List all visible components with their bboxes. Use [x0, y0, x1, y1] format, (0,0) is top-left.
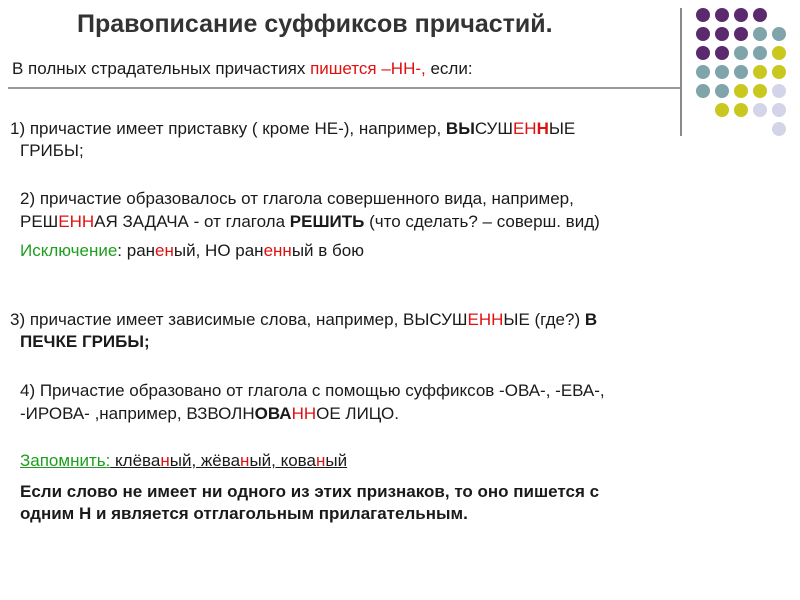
- intro-text: В полных страдательных причастиях пишется –НН-, если:: [12, 59, 473, 78]
- decor-dot: [753, 84, 767, 98]
- rule-3-line-1: 3) причастие имеет зависимые слова, например, ВЫСУШЕННЫЕ (где?) В: [10, 310, 598, 329]
- decor-dot: [696, 46, 710, 60]
- decor-dot: [715, 46, 729, 60]
- decor-dot: [753, 46, 767, 60]
- decor-dot: [772, 103, 786, 117]
- decor-dot: [772, 65, 786, 79]
- decor-dot: [772, 122, 786, 136]
- decor-dot: [772, 27, 786, 41]
- rule-2-line-2: РЕШЕННАЯ ЗАДАЧА - от глагола РЕШИТЬ (что сделать? – соверш. вид): [20, 212, 600, 231]
- decor-dot: [753, 27, 767, 41]
- conclusion-line-1: Если слово не имеет ни одного из этих признаков, то оно пишется с: [20, 482, 600, 501]
- decor-dot: [734, 27, 748, 41]
- decor-dot: [715, 65, 729, 79]
- decor-dot: [772, 84, 786, 98]
- decor-dot: [753, 103, 767, 117]
- vertical-divider: [680, 8, 682, 136]
- decor-dot: [734, 65, 748, 79]
- horizontal-divider: [8, 87, 680, 89]
- exception-text: Исключение: раненый, НО раненный в бою: [20, 241, 364, 260]
- decor-dot: [715, 84, 729, 98]
- rule-2-line-1: 2) причастие образовалось от глагола совершенного вида, например,: [20, 189, 574, 208]
- rule-4-line-2: -ИРОВА- ,например, ВЗВОЛНОВАННОЕ ЛИЦО.: [20, 404, 399, 423]
- decor-dot: [734, 46, 748, 60]
- remember-text: Запомнить: клёваный, жёваный, кованый: [20, 451, 348, 470]
- decor-dot: [696, 27, 710, 41]
- decorative-dot-grid: [696, 8, 800, 148]
- decor-dot: [696, 84, 710, 98]
- decor-dot: [715, 103, 729, 117]
- rule-3-line-2: ПЕЧКЕ ГРИБЫ;: [20, 332, 150, 351]
- decor-dot: [734, 103, 748, 117]
- rule-4-line-1: 4) Причастие образовано от глагола с помощью суффиксов -ОВА-, -ЕВА-,: [20, 381, 605, 400]
- decor-dot: [696, 65, 710, 79]
- decor-dot: [753, 65, 767, 79]
- decor-dot: [753, 8, 767, 22]
- rule-1-line-1: 1) причастие имеет приставку ( кроме НЕ-), например, ВЫСУШЕННЫЕ: [10, 119, 576, 138]
- slide-title: Правописание суффиксов причастий.: [77, 10, 553, 38]
- decor-dot: [715, 8, 729, 22]
- decor-dot: [734, 84, 748, 98]
- rule-1-line-2: ГРИБЫ;: [20, 141, 84, 160]
- decor-dot: [696, 8, 710, 22]
- decor-dot: [734, 8, 748, 22]
- decor-dot: [772, 46, 786, 60]
- conclusion-line-2: одним Н и является отглагольным прилагательным.: [20, 504, 468, 523]
- decor-dot: [715, 27, 729, 41]
